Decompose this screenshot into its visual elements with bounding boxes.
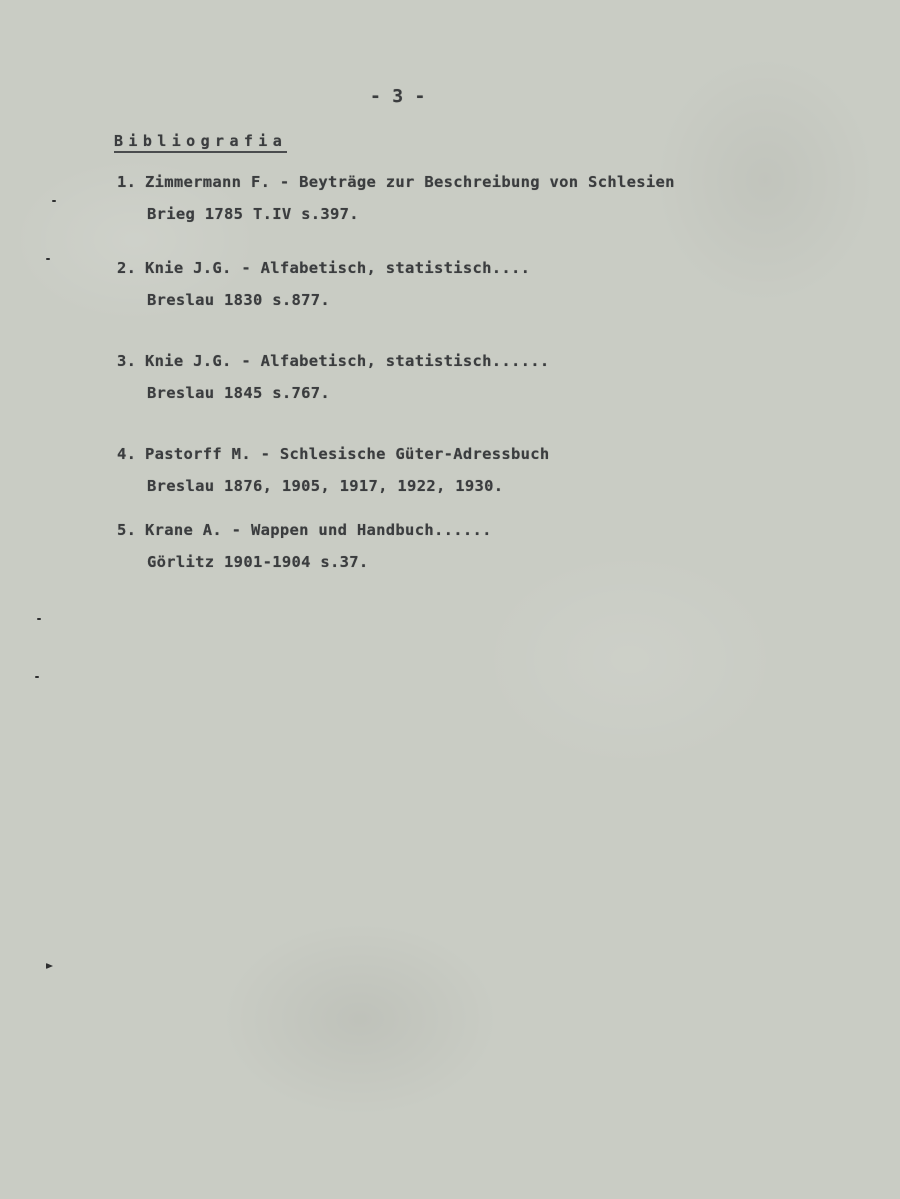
entry-first-line — [117, 514, 492, 546]
margin-speck — [52, 200, 56, 202]
entry-publication: Brieg 1785 T.IV s.397. — [147, 205, 359, 223]
entry-publication: Breslau 1876, 1905, 1917, 1922, 1930. — [147, 477, 504, 495]
bibliography-entry-4 — [117, 438, 550, 502]
entry-number: 4. — [117, 445, 137, 463]
entry-first-line — [117, 252, 530, 284]
bibliography-entry-1 — [117, 166, 675, 230]
entry-citation: Knie J.G. - Alfabetisch, statistisch...... — [145, 352, 550, 370]
bibliography-entry-5 — [117, 514, 492, 578]
bibliography-heading: Bibliografia — [114, 132, 287, 153]
entry-publication: Breslau 1845 s.767. — [147, 384, 331, 402]
entry-number: 5. — [117, 521, 137, 539]
bibliography-entry-2 — [117, 252, 530, 316]
entry-citation: Zimmermann F. - Beyträge zur Beschreibung von Schlesien — [145, 173, 675, 191]
page-number: - 3 - — [370, 86, 426, 107]
entry-first-line — [117, 438, 550, 470]
entry-citation: Knie J.G. - Alfabetisch, statistisch.... — [145, 259, 531, 277]
entry-publication: Breslau 1830 s.877. — [147, 291, 331, 309]
bibliography-entry-3 — [117, 345, 550, 409]
margin-speck — [35, 676, 39, 678]
entry-publication: Görlitz 1901-1904 s.37. — [147, 553, 369, 571]
entry-first-line — [117, 345, 550, 377]
margin-arrow-mark — [46, 963, 53, 969]
entry-number: 3. — [117, 352, 137, 370]
entry-citation: Krane A. - Wappen und Handbuch...... — [145, 521, 492, 539]
margin-speck — [46, 258, 50, 260]
margin-speck — [37, 618, 41, 620]
entry-number: 1. — [117, 173, 137, 191]
entry-number: 2. — [117, 259, 137, 277]
entry-first-line — [117, 166, 675, 198]
entry-citation: Pastorff M. - Schlesische Güter-Adressbuch — [145, 445, 550, 463]
